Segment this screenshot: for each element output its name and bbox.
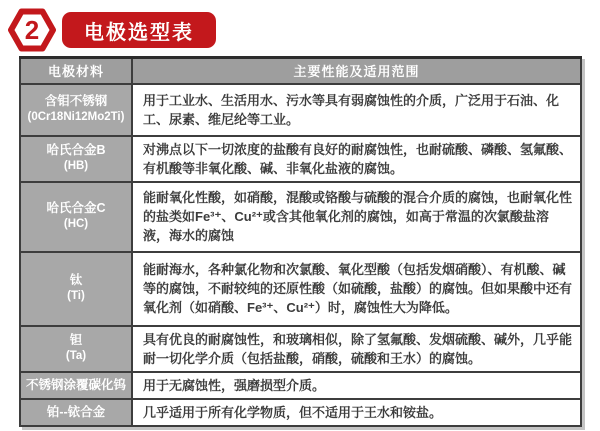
material-cell (20, 136, 132, 182)
badge-number: 2 (24, 15, 40, 45)
electrode-selection-table (19, 56, 582, 427)
material-name: 钛 (69, 273, 83, 288)
material-cell (20, 84, 132, 136)
material-name: 哈氏合金B (46, 143, 106, 158)
material-name: 钽 (69, 333, 83, 348)
column-header-performance: 主要性能及适用范围 (132, 58, 581, 84)
material-cell (20, 252, 132, 326)
material-formula: (HC) (63, 218, 89, 231)
material-cell (20, 399, 132, 426)
table-row (20, 252, 581, 326)
table-row (20, 84, 581, 136)
description-cell: 用于工业水、生活用水、污水等具有弱腐蚀性的介质，广泛用于石油、化工、尿素、维尼纶等工业。 (132, 84, 581, 136)
description-cell: 具有优良的耐腐蚀性，和玻璃相似，除了氢氟酸、发烟硫酸、碱外，几乎能耐一切化学介质（包括盐酸，硝酸，硫酸和王水）的腐蚀。 (132, 326, 581, 372)
table-row (20, 136, 581, 182)
material-formula: (Ta) (65, 350, 87, 363)
material-cell (20, 326, 132, 372)
description-cell: 用于无腐蚀性，强磨损型介质。 (132, 372, 581, 399)
section-header (8, 7, 216, 53)
table-row (20, 399, 581, 426)
hexagon-icon (8, 7, 56, 53)
description-cell: 能耐海水，各种氯化物和次氯酸、氧化型酸（包括发烟硝酸）、有机酸、碱等的腐蚀，不耐较纯的还原性酸（如硫酸，盐酸）的腐蚀。但如果酸中还有氧化剂（如硝酸、Fe³⁺、Cu²⁺）时，腐蚀性大为降低。 (132, 252, 581, 326)
table-row (20, 372, 581, 399)
table-row (20, 182, 581, 252)
material-formula: (HB) (63, 160, 89, 173)
material-formula: (0Cr18Ni12Mo2Ti) (27, 111, 125, 124)
table-header-row (20, 58, 581, 84)
material-cell (20, 182, 132, 252)
section-title-pill (62, 12, 216, 48)
description-cell: 几乎适用于所有化学物质，但不适用于王水和铵盐。 (132, 399, 581, 426)
section-number-badge (8, 7, 56, 53)
material-name: 铂--铱合金 (46, 404, 106, 419)
material-name: 不锈钢涂覆碳化钨 (25, 377, 126, 392)
column-header-material: 电极材料 (20, 58, 132, 84)
material-formula: (Ti) (67, 290, 85, 303)
material-cell (20, 372, 132, 399)
table-row (20, 326, 581, 372)
description-cell: 能耐氧化性酸，如硝酸，混酸或铬酸与硫酸的混合介质的腐蚀，也耐氧化性的盐类如Fe³⁺、Cu²⁺或含其他氧化剂的腐蚀，如高于常温的次氯酸盐溶液，海水的腐蚀 (132, 182, 581, 252)
material-name: 哈氏合金C (46, 201, 106, 216)
material-name: 含钼不锈钢 (44, 94, 108, 109)
description-cell: 对沸点以下一切浓度的盐酸有良好的耐腐蚀性，也耐硫酸、磷酸、氢氟酸、有机酸等非氧化酸、碱、非氧化盐液的腐蚀。 (132, 136, 581, 182)
section-title: 电极选型表 (84, 21, 194, 44)
